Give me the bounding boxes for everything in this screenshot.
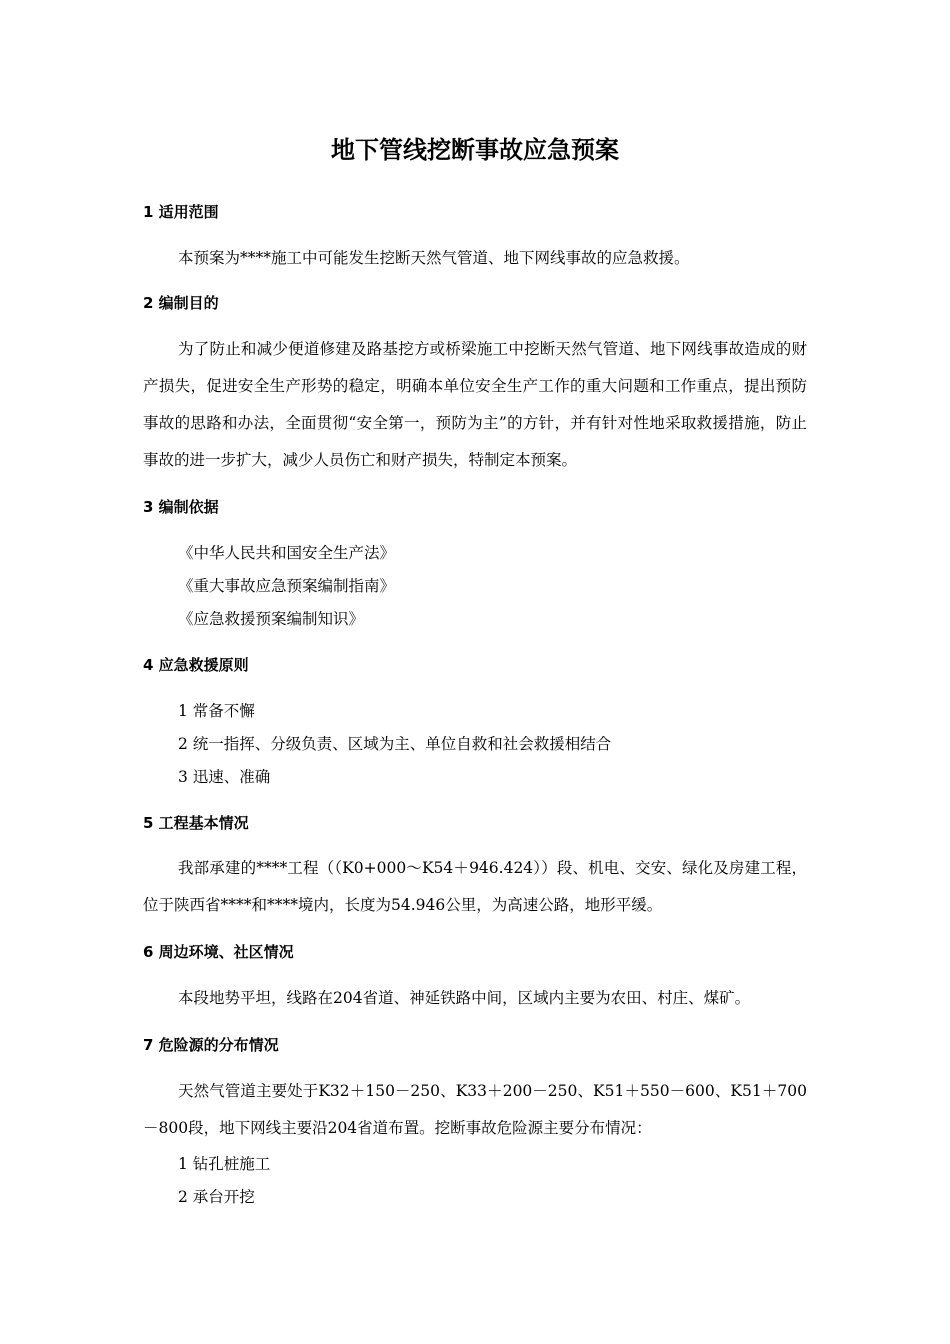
section-heading-environment: 6 周边环境、社区情况 [143,943,294,961]
section-heading-basis: 3 编制依据 [143,498,219,516]
basis-list-item: 《重大事故应急预案编制指南》 [178,577,396,595]
section-heading-purpose: 2 编制目的 [143,294,219,312]
principles-list-item: 2 统一指挥、分级负责、区域为主、单位自救和社会救援相结合 [178,735,612,753]
section-paragraph-environment: 本段地势平坦，线路在204省道、神延铁路中间，区域内主要为农田、村庄、煤矿。 [178,989,751,1007]
section-paragraph-project: 我部承建的****工程（（K0+000～K54＋946.424））段、机电、交安、绿化及房建工程，位于陕西省****和****境内，长度为54.946公里，为高速公路，地形平缓。 [143,859,807,914]
section-heading-project: 5 工程基本情况 [143,814,249,832]
basis-list-item: 《中华人民共和国安全生产法》 [178,544,396,562]
section-heading-scope: 1 适用范围 [143,203,219,221]
section-heading-principles: 4 应急救援原则 [143,656,249,674]
section-paragraph-purpose: 为了防止和减少便道修建及路基挖方或桥梁施工中挖断天然气管道、地下网线事故造成的财产损失，促进安全生产形势的稳定，明确本单位安全生产工作的重大问题和工作重点，提出预防事故的思路和办法，全面贯彻“安全第一，预防为主”的方针，并有针对性地采取救援措施，防止事故的进一步扩大，减少人员伤亡和财产损失，特制定本预案。 [143,340,807,469]
principles-list-item: 3 迅速、准确 [178,768,271,786]
document-title: 地下管线挖断事故应急预案 [331,136,619,164]
basis-list-item: 《应急救援预案编制知识》 [178,610,365,628]
hazards-list-item: 2 承台开挖 [178,1188,255,1206]
hazards-list-item: 1 钻孔桩施工 [178,1155,271,1173]
principles-list-item: 1 常备不懈 [178,702,255,720]
section-paragraph-hazards: 天然气管道主要处于K32＋150－250、K33＋200－250、K51＋550－600、K51＋700－800段，地下网线主要沿204省道布置。挖断事故危险源主要分布情况： [143,1082,807,1137]
section-heading-hazards: 7 危险源的分布情况 [143,1036,279,1054]
section-paragraph-scope: 本预案为****施工中可能发生挖断天然气管道、地下网线事故的应急救援。 [178,249,690,267]
